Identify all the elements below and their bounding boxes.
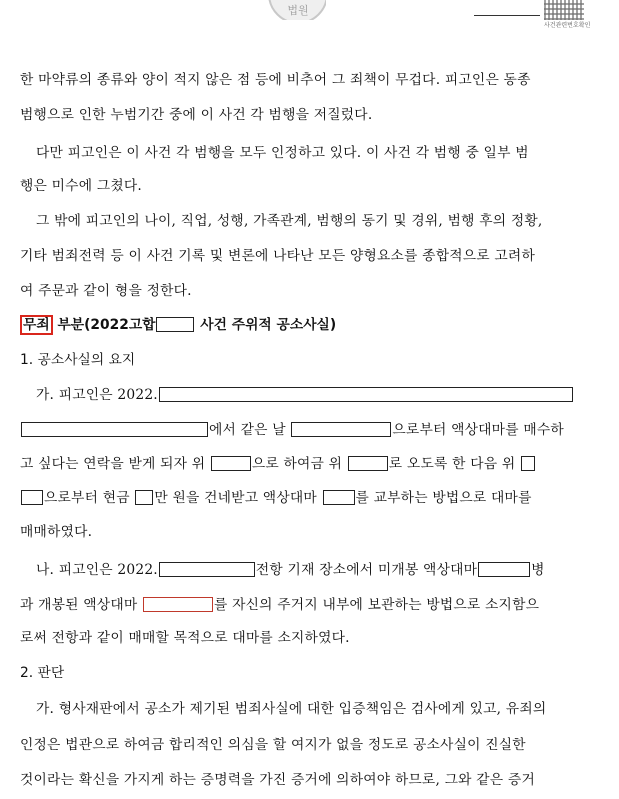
redaction-box	[143, 597, 213, 612]
text-line: 가. 피고인은 2022.	[36, 386, 574, 404]
text-line: 그 밖에 피고인의 나이, 직업, 성행, 가족관계, 범행의 동기 및 경위, 범행 후의 정황,	[36, 213, 543, 229]
text-line: 여 주문과 같이 형을 정한다.	[20, 283, 192, 299]
qr-caption: 사건관련번호확인	[544, 22, 591, 29]
redaction-box	[348, 456, 388, 471]
redaction-box	[211, 456, 251, 471]
subsection-heading: 1. 공소사실의 요지	[20, 352, 136, 368]
qr-code	[544, 0, 584, 20]
redaction-box	[159, 562, 255, 577]
court-seal	[268, 0, 326, 20]
text-line: 고 싶다는 연락을 받게 되자 위 으로 하여금 위 로 오도록 한 다음 위	[20, 455, 536, 473]
text-line: 매매하였다.	[20, 524, 93, 540]
seal-text: 법원	[287, 4, 309, 17]
text-line: 것이라는 확신을 가지게 하는 증명력을 가진 증거에 의하여야 하므로, 그와 같은 증거	[20, 772, 535, 788]
redaction-box	[159, 387, 573, 402]
text-line: 한 마약류의 종류와 양이 적지 않은 점 등에 비추어 그 죄책이 무겁다. 피고인은 동종	[20, 72, 531, 88]
highlight-box: 무죄	[20, 315, 53, 335]
redaction-box	[156, 317, 194, 332]
text-line: 인정은 법관으로 하여금 합리적인 의심을 할 여지가 없을 정도로 공소사실이 진실한	[20, 737, 526, 753]
redaction-box	[21, 422, 208, 437]
redaction-box	[21, 490, 43, 505]
redaction-box	[323, 490, 355, 505]
stamp-line	[474, 15, 540, 16]
text-line: 다만 피고인은 이 사건 각 범행을 모두 인정하고 있다. 이 사건 각 범행 중 일부 범	[36, 145, 529, 161]
redaction-box	[521, 456, 535, 471]
text-line: 가. 형사재판에서 공소가 제기된 범죄사실에 대한 입증책임은 검사에게 있고, 유죄의	[36, 701, 547, 717]
redaction-box	[478, 562, 530, 577]
text-line: 행은 미수에 그쳤다.	[20, 178, 142, 194]
redaction-box	[291, 422, 391, 437]
text-line: 에서 같은 날 으로부터 액상대마를 매수하	[20, 421, 564, 439]
text-line: 으로부터 현금 만 원을 건네받고 액상대마 를 교부하는 방법으로 대마를	[20, 489, 532, 507]
text-line: 기타 범죄전력 등 이 사건 기록 및 변론에 나타난 모든 양형요소를 종합적으로 고려하	[20, 248, 535, 264]
redaction-box	[135, 490, 153, 505]
text-line: 로써 전항과 같이 매매할 목적으로 대마를 소지하였다.	[20, 630, 350, 646]
section-title: 무죄 부분(2022고합 사건 주위적 공소사실)	[20, 316, 336, 334]
text-line: 나. 피고인은 2022. 전항 기재 장소에서 미개봉 액상대마 병	[36, 562, 545, 578]
subsection-heading: 2. 판단	[20, 665, 65, 681]
text-line: 범행으로 인한 누범기간 중에 이 사건 각 범행을 저질렀다.	[20, 107, 373, 123]
text-line: 과 개봉된 액상대마 를 자신의 주거지 내부에 보관하는 방법으로 소지함으	[20, 597, 540, 613]
